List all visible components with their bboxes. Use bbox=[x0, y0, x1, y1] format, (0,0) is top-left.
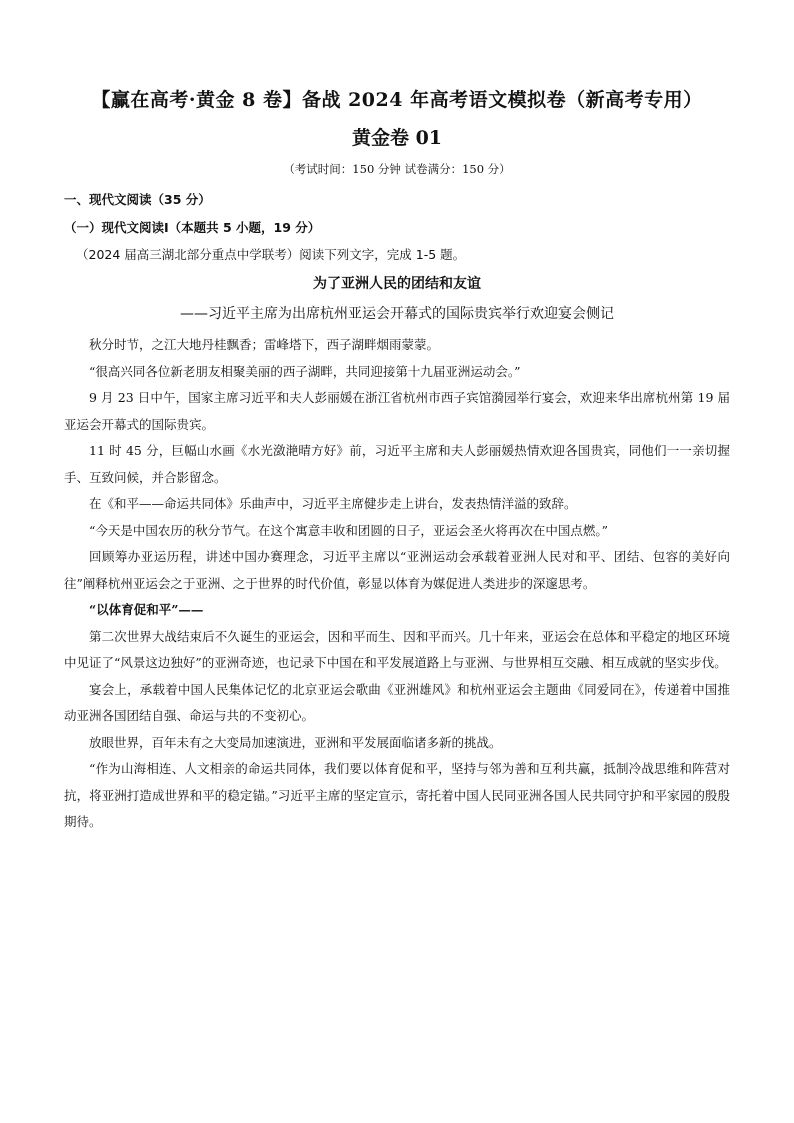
paragraph: 11 时 45 分，巨幅山水画《水光潋滟晴方好》前，习近平主席和夫人彭丽媛热情欢迎各国贵宾，同他们一一亲切握手、互致问候，并合影留念。 bbox=[64, 443, 730, 485]
paragraph: 秋分时节，之江大地丹桂飘香；雷峰塔下，西子湖畔烟雨蒙蒙。 bbox=[89, 337, 440, 352]
paragraph: 宴会上，承载着中国人民集体记忆的北京亚运会歌曲《亚洲雄风》和杭州亚运会主题曲《同爱同在》，传递着中国推动亚洲各国团结自强、命运与共的不变初心。 bbox=[64, 681, 730, 723]
article-body bbox=[64, 332, 730, 836]
article-title: 为了亚洲人民的团结和友谊 bbox=[313, 276, 481, 292]
paragraph: 第二次世界大战结束后不久诞生的亚运会，因和平而生、因和平而兴。几十年来，亚运会在总体和平稳定的地区环境中见证了“风景这边独好”的亚洲奇迹，也记录下中国在和平发展道路上与亚洲、与世界相互交融、相互成就的坚实步伐。 bbox=[64, 628, 730, 670]
paragraph: 回顾筹办亚运历程，讲述中国办赛理念，习近平主席以“亚洲运动会承载着亚洲人民对和平、团结、包容的美好向往”阐释杭州亚运会之于亚洲、之于世界的时代价值，彰显以体育为媒促进人类进步的深邃思考。 bbox=[64, 549, 730, 591]
paragraph: “今天是中国农历的秋分节气。在这个寓意丰收和团圆的日子，亚运会圣火将再次在中国点燃。” bbox=[89, 522, 609, 538]
section-lead-paragraph: “以体育促和平”—— bbox=[89, 602, 204, 617]
paragraph: 在《和平——命运共同体》乐曲声中，习近平主席健步走上讲台，发表热情洋溢的致辞。 bbox=[89, 496, 577, 511]
subsection-heading: （一）现代文阅读Ⅰ（本题共 5 小题，19 分） bbox=[64, 220, 321, 235]
paragraph: 放眼世界，百年未有之大变局加速演进，亚洲和平发展面临诸多新的挑战。 bbox=[89, 734, 502, 750]
document-title: 【赢在高考·黄金 8 卷】备战 2024 年高考语文模拟卷（新高考专用） bbox=[91, 89, 703, 111]
paragraph: “很高兴同各位新老朋友相聚美丽的西子湖畔，共同迎接第十九届亚洲运动会。” bbox=[89, 363, 521, 379]
source-instruction: （2024 届高三湖北部分重点中学联考）阅读下列文字，完成 1-5 题。 bbox=[76, 247, 466, 262]
document-subtitle: 黄金卷 01 bbox=[351, 127, 443, 149]
paragraph: “作为山海相连、人文相亲的命运共同体，我们要以体育促和平，坚持与邻为善和互利共赢，抵制冷战思维和阵营对抗，将亚洲打造成世界和平的稳定锚。”习近平主席的坚定宣示，寄托着中国人民同亚洲各国人民共同守护和平家园的殷殷期待。 bbox=[64, 761, 730, 829]
section-heading: 一、现代文阅读（35 分） bbox=[64, 192, 211, 207]
paragraph: 9 月 23 日中午，国家主席习近平和夫人彭丽媛在浙江省杭州市西子宾馆漪园举行宴会，欢迎来华出席杭州第 19 届亚运会开幕式的国际贵宾。 bbox=[64, 390, 730, 432]
exam-info: （考试时间：150 分钟 试卷满分：150 分） bbox=[283, 162, 511, 176]
article-subtitle: ——习近平主席为出席杭州亚运会开幕式的国际贵宾举行欢迎宴会侧记 bbox=[180, 306, 614, 322]
